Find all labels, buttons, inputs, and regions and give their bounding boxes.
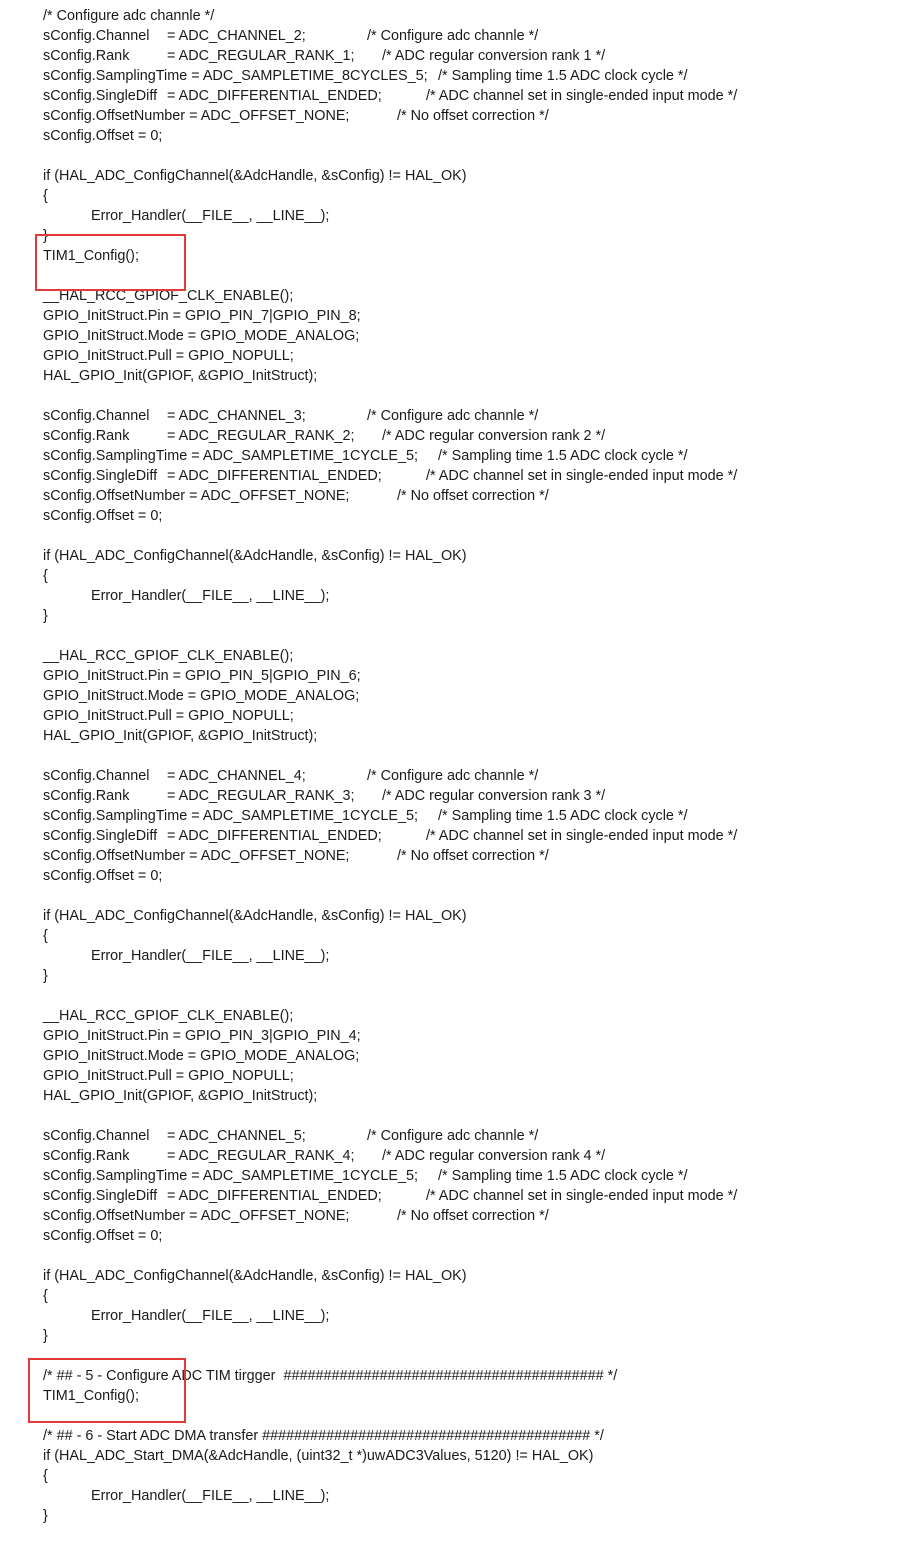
code-comment: /* Configure adc channle */ xyxy=(367,408,539,424)
code-text: = ADC_DIFFERENTIAL_ENDED; xyxy=(167,468,382,484)
code-text: Error_Handler(__FILE__, __LINE__); xyxy=(91,208,330,224)
code-text: if (HAL_ADC_ConfigChannel(&AdcHandle, &sConfig) != HAL_OK) xyxy=(43,908,467,924)
code-text: = ADC_REGULAR_RANK_2; xyxy=(167,428,355,444)
code-comment: /* ADC channel set in single-ended input mode */ xyxy=(426,1188,738,1204)
code-text: GPIO_InitStruct.Pull = GPIO_NOPULL; xyxy=(43,1068,294,1084)
code-line xyxy=(43,766,920,786)
code-line xyxy=(43,946,920,966)
code-line xyxy=(43,1026,920,1046)
code-line xyxy=(43,746,920,766)
code-line xyxy=(43,1466,920,1486)
code-line xyxy=(43,426,920,446)
code-text: GPIO_InitStruct.Pull = GPIO_NOPULL; xyxy=(43,708,294,724)
code-line xyxy=(43,1066,920,1086)
code-text: sConfig.SamplingTime = ADC_SAMPLETIME_1CYCLE_5; xyxy=(43,1168,418,1184)
code-line xyxy=(43,1286,920,1306)
code-comment: /* ADC regular conversion rank 4 */ xyxy=(382,1148,606,1164)
code-comment: /* Configure adc channle */ xyxy=(367,1128,539,1144)
code-text: sConfig.Channel xyxy=(43,768,150,784)
code-text: } xyxy=(43,608,48,624)
code-text: { xyxy=(43,1468,48,1484)
code-text: = ADC_REGULAR_RANK_1; xyxy=(167,48,355,64)
code-text: /* ## - 6 - Start ADC DMA transfer ######################################### */ xyxy=(43,1428,604,1444)
code-comment: /* No offset correction */ xyxy=(397,108,549,124)
code-line xyxy=(43,1006,920,1026)
code-text: { xyxy=(43,1288,48,1304)
code-comment: /* No offset correction */ xyxy=(397,488,549,504)
code-comment: /* ADC regular conversion rank 3 */ xyxy=(382,788,606,804)
code-comment: /* No offset correction */ xyxy=(397,1208,549,1224)
code-line xyxy=(43,126,920,146)
code-line xyxy=(43,1266,920,1286)
code-line xyxy=(43,806,920,826)
code-comment: /* No offset correction */ xyxy=(397,848,549,864)
code-line xyxy=(43,1426,920,1446)
code-line xyxy=(43,226,920,246)
code-line xyxy=(43,166,920,186)
code-text: sConfig.Channel xyxy=(43,408,150,424)
code-line xyxy=(43,326,920,346)
code-line xyxy=(43,826,920,846)
code-text: sConfig.Offset = 0; xyxy=(43,128,163,144)
code-comment: /* ADC channel set in single-ended input mode */ xyxy=(426,468,738,484)
code-text: sConfig.Rank xyxy=(43,48,130,64)
code-text: Error_Handler(__FILE__, __LINE__); xyxy=(91,588,330,604)
code-comment: /* Sampling time 1.5 ADC clock cycle */ xyxy=(438,68,688,84)
code-line xyxy=(43,1106,920,1126)
code-text: sConfig.SamplingTime = ADC_SAMPLETIME_1CYCLE_5; xyxy=(43,808,418,824)
code-text: __HAL_RCC_GPIOF_CLK_ENABLE(); xyxy=(43,648,294,664)
code-text: sConfig.OffsetNumber = ADC_OFFSET_NONE; xyxy=(43,108,350,124)
code-line xyxy=(43,386,920,406)
code-line xyxy=(43,966,920,986)
code-text: sConfig.SingleDiff xyxy=(43,828,158,844)
code-comment: /* Sampling time 1.5 ADC clock cycle */ xyxy=(438,1168,688,1184)
code-line xyxy=(43,146,920,166)
code-text: = ADC_CHANNEL_2; xyxy=(167,28,306,44)
code-line xyxy=(43,1146,920,1166)
code-text: Error_Handler(__FILE__, __LINE__); xyxy=(91,948,330,964)
code-text: if (HAL_ADC_ConfigChannel(&AdcHandle, &sConfig) != HAL_OK) xyxy=(43,1268,467,1284)
code-text: GPIO_InitStruct.Mode = GPIO_MODE_ANALOG; xyxy=(43,1048,360,1064)
code-line xyxy=(43,646,920,666)
code-line xyxy=(43,786,920,806)
code-text: = ADC_DIFFERENTIAL_ENDED; xyxy=(167,828,382,844)
code-line xyxy=(43,566,920,586)
code-line xyxy=(43,6,920,26)
code-line xyxy=(43,346,920,366)
code-line xyxy=(43,1166,920,1186)
code-text: sConfig.SamplingTime = ADC_SAMPLETIME_8CYCLES_5; xyxy=(43,68,428,84)
code-line xyxy=(43,186,920,206)
code-text: __HAL_RCC_GPIOF_CLK_ENABLE(); xyxy=(43,1008,294,1024)
code-line xyxy=(43,46,920,66)
code-text: { xyxy=(43,188,48,204)
code-comment: /* Sampling time 1.5 ADC clock cycle */ xyxy=(438,448,688,464)
code-text: = ADC_CHANNEL_4; xyxy=(167,768,306,784)
code-text: = ADC_REGULAR_RANK_4; xyxy=(167,1148,355,1164)
code-comment: /* ADC regular conversion rank 1 */ xyxy=(382,48,606,64)
code-line xyxy=(43,106,920,126)
code-text: sConfig.Rank xyxy=(43,1148,130,1164)
code-line xyxy=(43,1326,920,1346)
code-text: sConfig.OffsetNumber = ADC_OFFSET_NONE; xyxy=(43,848,350,864)
code-text: = ADC_REGULAR_RANK_3; xyxy=(167,788,355,804)
code-line xyxy=(43,1486,920,1506)
code-line xyxy=(43,686,920,706)
code-line xyxy=(43,206,920,226)
code-line xyxy=(43,246,920,266)
code-text: sConfig.SingleDiff xyxy=(43,468,158,484)
code-line xyxy=(43,486,920,506)
code-line xyxy=(43,266,920,286)
code-line xyxy=(43,86,920,106)
code-text: = ADC_CHANNEL_5; xyxy=(167,1128,306,1144)
code-line xyxy=(43,446,920,466)
code-text: if (HAL_ADC_Start_DMA(&AdcHandle, (uint32_t *)uwADC3Values, 5120) != HAL_OK) xyxy=(43,1448,594,1464)
code-line xyxy=(43,586,920,606)
code-line xyxy=(43,986,920,1006)
code-line xyxy=(43,706,920,726)
code-line xyxy=(43,1126,920,1146)
code-line xyxy=(43,846,920,866)
code-text: HAL_GPIO_Init(GPIOF, &GPIO_InitStruct); xyxy=(43,728,318,744)
code-text: Error_Handler(__FILE__, __LINE__); xyxy=(91,1488,330,1504)
code-text: sConfig.Offset = 0; xyxy=(43,868,163,884)
code-text: = ADC_DIFFERENTIAL_ENDED; xyxy=(167,88,382,104)
code-comment: /* ADC channel set in single-ended input mode */ xyxy=(426,828,738,844)
code-line xyxy=(43,1386,920,1406)
code-comment: /* Configure adc channle */ xyxy=(367,768,539,784)
code-line xyxy=(43,1206,920,1226)
code-text: sConfig.Rank xyxy=(43,788,130,804)
code-text: Error_Handler(__FILE__, __LINE__); xyxy=(91,1308,330,1324)
code-listing xyxy=(43,6,920,1526)
code-comment: /* ADC channel set in single-ended input mode */ xyxy=(426,88,738,104)
code-line xyxy=(43,1086,920,1106)
code-line xyxy=(43,1446,920,1466)
code-text: GPIO_InitStruct.Pull = GPIO_NOPULL; xyxy=(43,348,294,364)
code-line xyxy=(43,66,920,86)
code-text: sConfig.OffsetNumber = ADC_OFFSET_NONE; xyxy=(43,488,350,504)
code-text: } xyxy=(43,1508,48,1524)
code-line xyxy=(43,606,920,626)
code-line xyxy=(43,866,920,886)
code-text: GPIO_InitStruct.Mode = GPIO_MODE_ANALOG; xyxy=(43,688,360,704)
code-text: } xyxy=(43,968,48,984)
code-text: TIM1_Config(); xyxy=(43,1388,139,1404)
code-line xyxy=(43,366,920,386)
code-text: sConfig.Rank xyxy=(43,428,130,444)
code-text: GPIO_InitStruct.Pin = GPIO_PIN_7|GPIO_PIN_8; xyxy=(43,308,361,324)
code-line xyxy=(43,1186,920,1206)
code-line xyxy=(43,546,920,566)
code-line xyxy=(43,626,920,646)
code-text: HAL_GPIO_Init(GPIOF, &GPIO_InitStruct); xyxy=(43,1088,318,1104)
code-text: HAL_GPIO_Init(GPIOF, &GPIO_InitStruct); xyxy=(43,368,318,384)
code-text: { xyxy=(43,928,48,944)
code-text: if (HAL_ADC_ConfigChannel(&AdcHandle, &sConfig) != HAL_OK) xyxy=(43,168,467,184)
code-text: TIM1_Config(); xyxy=(43,248,139,264)
code-text: sConfig.SamplingTime = ADC_SAMPLETIME_1CYCLE_5; xyxy=(43,448,418,464)
code-line xyxy=(43,926,920,946)
code-line xyxy=(43,906,920,926)
code-text: GPIO_InitStruct.Mode = GPIO_MODE_ANALOG; xyxy=(43,328,360,344)
code-line xyxy=(43,406,920,426)
code-line xyxy=(43,306,920,326)
code-line xyxy=(43,526,920,546)
code-text: sConfig.Offset = 0; xyxy=(43,1228,163,1244)
code-text: /* Configure adc channle */ xyxy=(43,8,215,24)
code-line xyxy=(43,1226,920,1246)
code-line xyxy=(43,26,920,46)
code-text: sConfig.SingleDiff xyxy=(43,88,158,104)
code-text: sConfig.OffsetNumber = ADC_OFFSET_NONE; xyxy=(43,1208,350,1224)
code-line xyxy=(43,286,920,306)
code-text: = ADC_CHANNEL_3; xyxy=(167,408,306,424)
code-line xyxy=(43,726,920,746)
code-line xyxy=(43,666,920,686)
code-text: = ADC_DIFFERENTIAL_ENDED; xyxy=(167,1188,382,1204)
code-text: sConfig.Offset = 0; xyxy=(43,508,163,524)
code-line xyxy=(43,1406,920,1426)
code-text: sConfig.Channel xyxy=(43,1128,150,1144)
code-line xyxy=(43,466,920,486)
code-line xyxy=(43,886,920,906)
code-text: GPIO_InitStruct.Pin = GPIO_PIN_5|GPIO_PIN_6; xyxy=(43,668,361,684)
code-line xyxy=(43,1366,920,1386)
code-text: sConfig.Channel xyxy=(43,28,150,44)
code-comment: /* Configure adc channle */ xyxy=(367,28,539,44)
code-text: if (HAL_ADC_ConfigChannel(&AdcHandle, &sConfig) != HAL_OK) xyxy=(43,548,467,564)
code-line xyxy=(43,1246,920,1266)
code-line xyxy=(43,1046,920,1066)
code-text: } xyxy=(43,1328,48,1344)
code-text: { xyxy=(43,568,48,584)
code-comment: /* Sampling time 1.5 ADC clock cycle */ xyxy=(438,808,688,824)
code-line xyxy=(43,1346,920,1366)
code-text: __HAL_RCC_GPIOF_CLK_ENABLE(); xyxy=(43,288,294,304)
code-line xyxy=(43,1506,920,1526)
code-line xyxy=(43,1306,920,1326)
code-text: GPIO_InitStruct.Pin = GPIO_PIN_3|GPIO_PIN_4; xyxy=(43,1028,361,1044)
code-text: /* ## - 5 - Configure ADC TIM tirgger ######################################## */ xyxy=(43,1368,618,1384)
code-comment: /* ADC regular conversion rank 2 */ xyxy=(382,428,606,444)
code-line xyxy=(43,506,920,526)
code-text: sConfig.SingleDiff xyxy=(43,1188,158,1204)
code-text: } xyxy=(43,228,48,244)
